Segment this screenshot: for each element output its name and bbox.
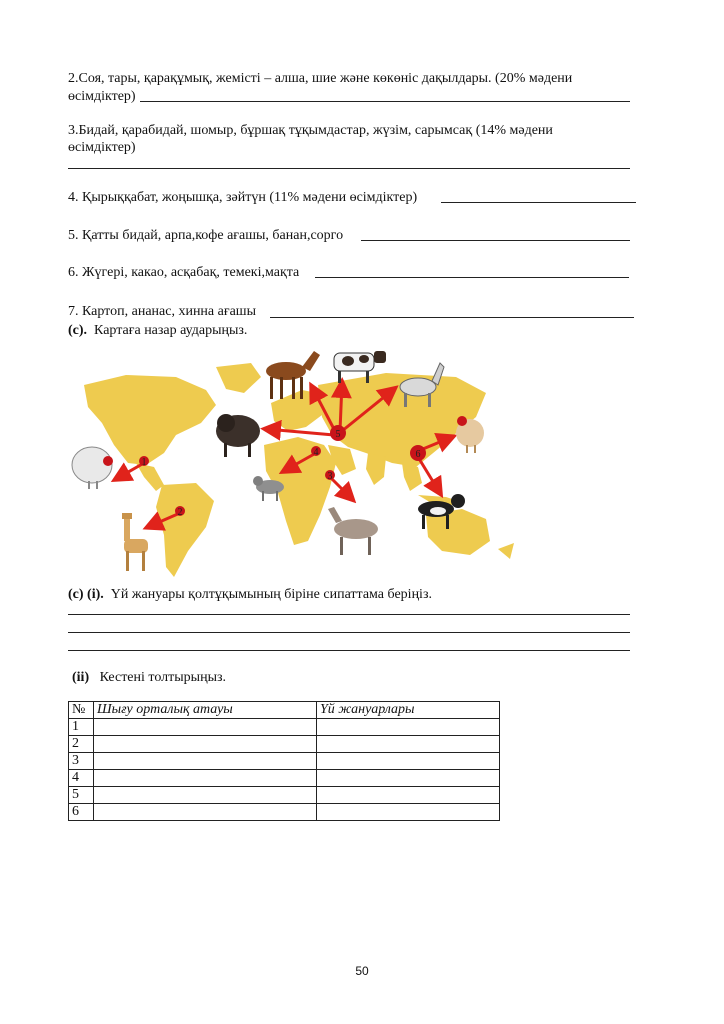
item-2-line-1: 2.Соя, тары, қарақұмық, жемісті – алша, шие және көкөніс дақылдары. (20% мәдени [68, 71, 573, 86]
table-header-animals: Үй жануарлары [317, 702, 500, 719]
section-c-text: Картаға назар аударыңыз. [94, 323, 248, 338]
answer-line-i-3 [68, 650, 630, 651]
question-ii-heading [72, 669, 226, 686]
section-c-heading [68, 322, 247, 339]
center-label-5: 5 [335, 429, 341, 440]
center-label-2: 2 [177, 507, 183, 518]
world-map-svg [66, 345, 521, 585]
row-number: 1 [69, 719, 94, 736]
center-label-4: 4 [313, 447, 319, 458]
center-label-6: 6 [415, 449, 421, 460]
answer-line-i-1 [68, 614, 630, 615]
table-header-center: Шығу орталық атауы [94, 702, 317, 719]
answer-line-item-2 [140, 101, 630, 102]
center-cell[interactable] [94, 736, 317, 753]
page-number: 50 [355, 964, 369, 978]
animals-cell[interactable] [317, 736, 500, 753]
arrow-6-dog [418, 457, 440, 493]
item-3-line-1: 3.Бидай, қарабидай, шомыр, бұршақ тұқымдастар, жүзім, сарымсақ (14% мәдени [68, 123, 553, 138]
question-i-heading [68, 586, 432, 603]
item-2-line-2: өсімдіктер) [68, 89, 136, 104]
answer-line-item-5 [361, 240, 630, 241]
sheep-icon [216, 414, 260, 457]
table-row [69, 753, 500, 770]
table-row [69, 736, 500, 753]
turkey-icon [72, 447, 113, 489]
question-i-text: Үй жануары қолтұқымының біріне сипаттама беріңіз. [110, 587, 432, 602]
domestication-centers-map [66, 345, 521, 585]
question-ii-label: (ii) [72, 670, 90, 685]
arrow-5-sheep [266, 429, 334, 435]
center-cell[interactable] [94, 770, 317, 787]
answer-line-item-6 [315, 277, 629, 278]
horse-icon [266, 351, 320, 399]
answer-line-item-3 [68, 168, 630, 169]
item-6: 6. Жүгері, какао, асқабақ, темекі,мақта [68, 265, 300, 280]
answer-line-item-7 [270, 317, 634, 318]
animals-cell[interactable] [317, 753, 500, 770]
row-number: 4 [69, 770, 94, 787]
center-cell[interactable] [94, 719, 317, 736]
item-4: 4. Қырыққабат, жоңышқа, зәйтүн (11% мәдени өсімдіктер) [68, 190, 418, 205]
table-row [69, 787, 500, 804]
center-cell[interactable] [94, 804, 317, 821]
animals-cell[interactable] [317, 770, 500, 787]
center-label-1: 1 [141, 457, 147, 468]
animals-cell[interactable] [317, 787, 500, 804]
llama-icon [122, 513, 148, 571]
center-label-3: 3 [327, 471, 333, 482]
table-row [69, 719, 500, 736]
center-cell[interactable] [94, 787, 317, 804]
section-c-label: (с). [68, 323, 88, 338]
animals-cell[interactable] [317, 719, 500, 736]
item-3-line-2: өсімдіктер) [68, 140, 136, 155]
continents [84, 363, 514, 577]
chicken-icon [456, 416, 484, 453]
table-row [69, 770, 500, 787]
arrow-1-turkey [116, 463, 144, 479]
table-header-number: № [69, 702, 94, 719]
table-row [69, 804, 500, 821]
question-ii-text: Кестені толтырыңыз. [99, 670, 226, 685]
center-cell[interactable] [94, 753, 317, 770]
arrow-3-donkey [332, 479, 352, 499]
answer-line-i-2 [68, 632, 630, 633]
answer-line-item-4 [441, 202, 636, 203]
table-header-row [69, 702, 500, 719]
row-number: 2 [69, 736, 94, 753]
domestication-table [68, 701, 500, 821]
donkey-icon [328, 507, 378, 555]
item-5: 5. Қатты бидай, арпа,кофе ағашы, банан,сорго [68, 228, 344, 243]
animals-cell[interactable] [317, 804, 500, 821]
question-i-label: (с) (і). [68, 587, 104, 602]
row-number: 3 [69, 753, 94, 770]
arrow-5-cow [340, 383, 342, 431]
row-number: 6 [69, 804, 94, 821]
row-number: 5 [69, 787, 94, 804]
item-7: 7. Картоп, ананас, хинна ағашы [68, 304, 256, 319]
